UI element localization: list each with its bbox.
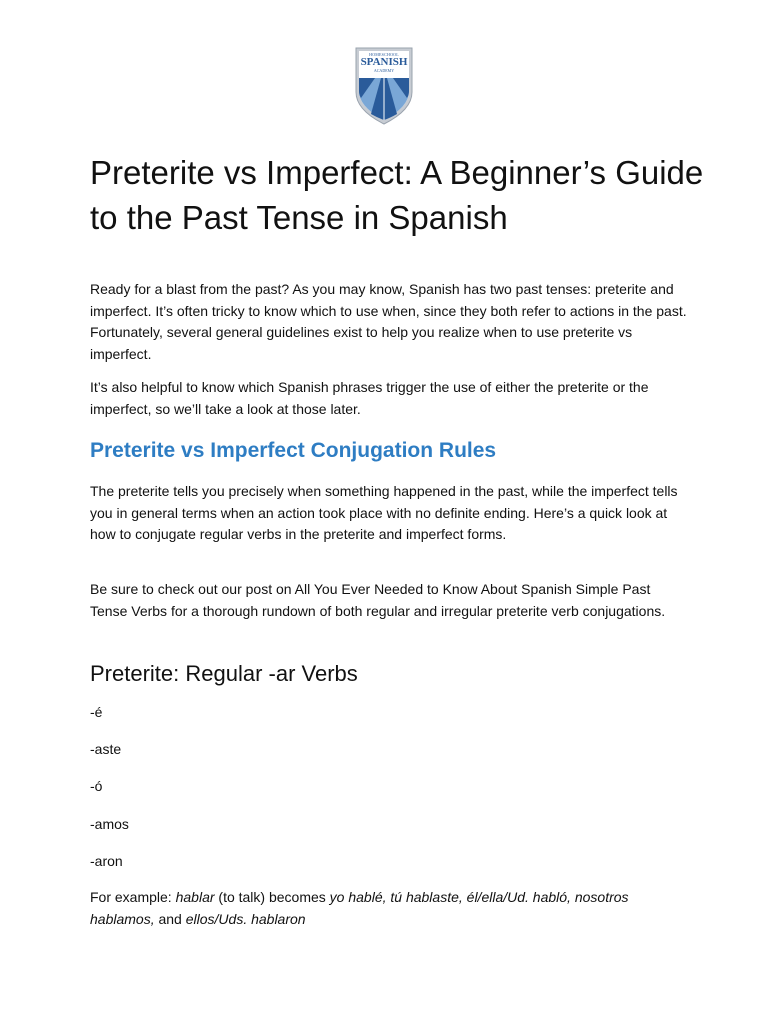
- verb-ending: -é: [90, 704, 103, 720]
- spanish-academy-logo: [353, 46, 415, 126]
- intro-paragraph-2: It’s also helpful to know which Spanish phrases trigger the use of either the preterite or the imperfect, so we’ll take a look at those later.: [90, 379, 649, 417]
- example-forms: yo hablé, tú hablaste, él/ella/Ud. habló, nosotros hablamos,: [90, 889, 629, 927]
- logo-small-text: HOMESCHOOL: [369, 52, 399, 57]
- intro-paragraph-1: Ready for a blast from the past? As you may know, Spanish has two past tenses: preterite and imperfect. It’s often tricky to know which to use when, since they both refer to actions in the past. Fortunately, several general guidelines exist to help you realize when to use preterite vs imperfect.: [90, 281, 687, 362]
- example-gloss: (to talk) becomes: [214, 889, 330, 905]
- example-and: and: [154, 910, 186, 927]
- subsection-heading: Preterite: Regular -ar Verbs: [90, 661, 358, 686]
- verb-ending: -aste: [90, 741, 122, 757]
- example-last-form: ellos/Uds. hablaron: [185, 910, 306, 927]
- page-title: Preterite vs Imperfect: A Beginner’s Guide to the Past Tense in Spanish: [90, 154, 704, 236]
- verb-ending: -aron: [90, 853, 123, 869]
- verb-ending: -amos: [90, 816, 129, 832]
- logo-main-text: SPANISH: [360, 56, 408, 68]
- section-heading: Preterite vs Imperfect Conjugation Rules: [90, 439, 497, 462]
- section-paragraph-2: Be sure to check out our post on All You Ever Needed to Know About Spanish Simple Past Tense Verbs for a thorough rundown of both regular and irregular preterite verb conjugations.: [90, 581, 666, 619]
- example-lead: For example:: [90, 889, 176, 905]
- example-verb: hablar: [175, 889, 215, 905]
- example-paragraph: [90, 887, 690, 930]
- section-paragraph-1: The preterite tells you precisely when something happened in the past, while the imperfect tells you in general terms when an action took place with no definite ending. Here’s a quick look at how to conjugate regular verbs in the preterite and imperfect forms.: [90, 483, 678, 542]
- logo-sub-text: ACADEMY: [373, 68, 395, 73]
- verb-ending: -ó: [90, 778, 103, 794]
